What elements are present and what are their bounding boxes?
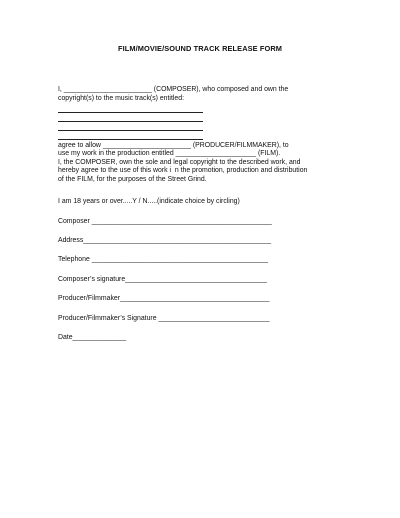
age-statement: I am 18 years or over.....Y / N.....(indicate choice by circling) [58,198,240,205]
composer-field[interactable]: Composer _______________________________________________ [58,218,272,225]
agree-line-5: of the FILM, for the purposes of the Street Grind. [58,175,207,183]
track-title-blank-4[interactable] [58,139,203,140]
agree-line-2: use my work in the production entitled _____________________ (FILM). [58,150,281,158]
track-title-blank-1[interactable] [58,112,203,113]
producer-field[interactable]: Producer/Filmmaker_______________________________________ [58,295,270,302]
address-field[interactable]: Address_________________________________________________ [58,237,272,244]
intro-line-2: copyright(s) to the music track(s) entitled: [58,94,184,102]
agree-line-3: I, the COMPOSER, own the sole and legal copyright to the described work, and [58,158,301,166]
date-field[interactable]: Date______________ [58,334,127,341]
intro-line-1: I, _______________________ (COMPOSER), who composed and own the [58,86,289,93]
composer-signature-field[interactable]: Composer’s signature_____________________________________ [58,276,267,283]
track-title-blank-2[interactable] [58,121,203,122]
form-title: FILM/MOVIE/SOUND TRACK RELEASE FORM [117,44,283,53]
track-title-blank-3[interactable] [58,130,203,131]
agree-line-1: agree to allow _______________________ (PRODUCER/FILMMAKER), to [58,141,289,149]
agree-line-4: hereby agree to the use of this work i n the promotion, production and distribution [58,167,308,175]
telephone-field[interactable]: Telephone ______________________________________________ [58,256,268,263]
producer-signature-field[interactable]: Producer/Filmmaker’s Signature _____________________________ [58,315,270,322]
